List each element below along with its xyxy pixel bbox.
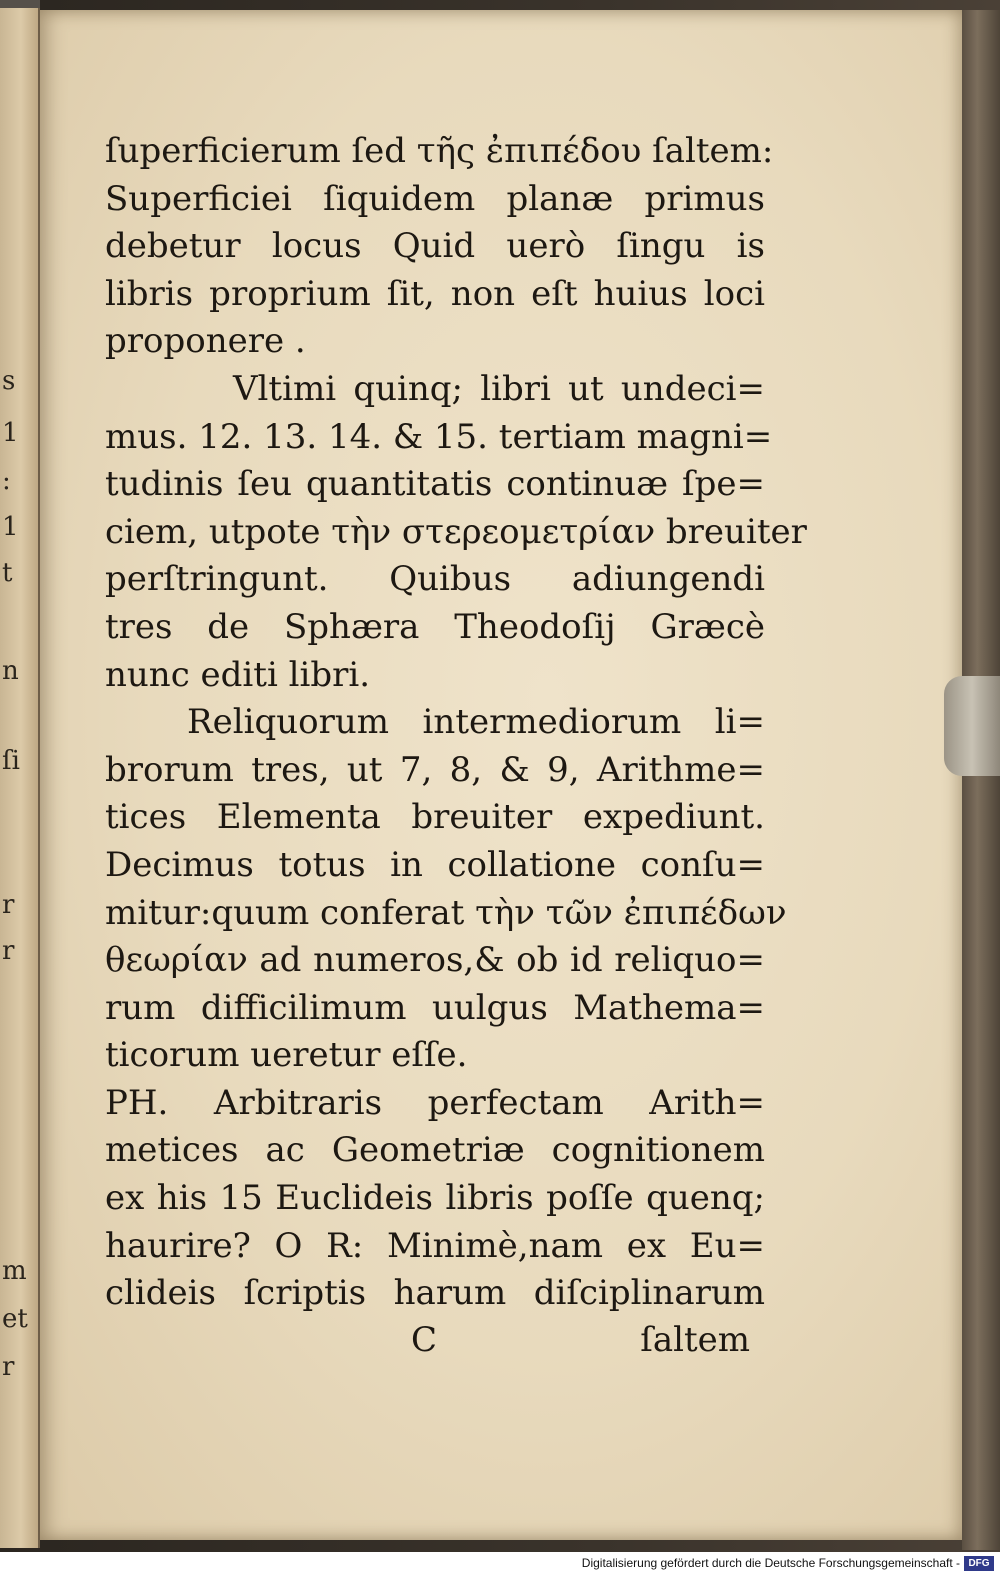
- text-line: ex his 15 Euclideis libris poſſe quenq;: [105, 1178, 765, 1219]
- text-line: θεωρίαν ad numeros,& ob id reliquo=: [105, 940, 765, 981]
- facing-page-fragment: et: [2, 1304, 28, 1334]
- text-line: mitur:quum conferat τὴν τῶν ἐπιπέδων: [105, 892, 787, 933]
- facing-page-fragment: n: [2, 656, 19, 686]
- text-line: ciem, utpote τὴν στερεομετρίαν breuiter: [105, 511, 807, 552]
- facing-page-fragment: :: [2, 466, 11, 496]
- text-line: proponere .: [105, 321, 306, 362]
- funding-credit: Digitalisierung gefördert durch die Deutsche Forschungsgemeinschaft -: [581, 1556, 960, 1570]
- facing-page-fragment: 1: [2, 512, 19, 542]
- text-line: metices ac Geometriæ cognitionem: [105, 1130, 765, 1171]
- text-line: Decimus totus in collatione conſu=: [105, 844, 765, 885]
- page-text: [105, 128, 807, 1318]
- text-line: PH. Arbitraris perfectam Arith=: [105, 1082, 765, 1123]
- text-line: tres de Sphæra Theodoſij Græcè: [105, 606, 765, 647]
- facing-page-fragment: ſi: [2, 746, 20, 776]
- dfg-logo-icon: DFG: [964, 1556, 994, 1571]
- signature-mark: C: [411, 1320, 438, 1360]
- page-stack-edge: [962, 10, 1000, 1550]
- text-line: brorum tres, ut 7, 8, & 9, Arithme=: [105, 749, 765, 790]
- facing-page-fragment: r: [2, 936, 15, 966]
- digitization-footer: [0, 1552, 1000, 1576]
- text-line: tices Elementa breuiter expediunt.: [105, 797, 765, 838]
- text-line: clideis ſcriptis harum diſciplinarum: [105, 1273, 765, 1314]
- text-line: Vltimi quinq; libri ut undeci=: [233, 368, 765, 409]
- text-line: perſtringunt. Quibus adiungendi: [105, 559, 765, 600]
- text-line: haurire? O R: Minimè,nam ex Eu=: [105, 1225, 765, 1266]
- catchword: ſaltem: [640, 1320, 750, 1360]
- facing-page-fragment: t: [2, 558, 13, 588]
- facing-page-fragment: m: [2, 1256, 27, 1286]
- facing-page-fragment: r: [2, 1352, 15, 1382]
- facing-page-fragment: r: [2, 890, 15, 920]
- text-line: ticorum ueretur eſſe.: [105, 1035, 468, 1076]
- page-foot: [105, 1316, 750, 1364]
- text-line: libris proprium ſit, non eſt huius loci: [105, 273, 765, 314]
- facing-page-fragment: 1: [2, 418, 19, 448]
- text-line: nunc editi libri.: [105, 654, 371, 695]
- page-tab-marker: [944, 676, 1000, 776]
- text-line: ſuperficierum ſed τῆς ἐπιπέδου ſaltem:: [105, 131, 774, 171]
- text-line: debetur locus Quid uerò ſingu is: [105, 226, 765, 267]
- text-line: Reliquorum intermediorum li=: [187, 702, 765, 743]
- text-line: mus. 12. 13. 14. & 15. tertiam magni=: [105, 416, 773, 457]
- text-line: tudinis ſeu quantitatis continuæ ſpe=: [105, 464, 765, 505]
- facing-page-edge: [0, 8, 40, 1548]
- text-line: rum difficilimum uulgus Mathema=: [105, 987, 765, 1028]
- facing-page-fragment: s: [2, 366, 16, 396]
- text-line: Superficiei ſiquidem planæ primus: [105, 178, 765, 219]
